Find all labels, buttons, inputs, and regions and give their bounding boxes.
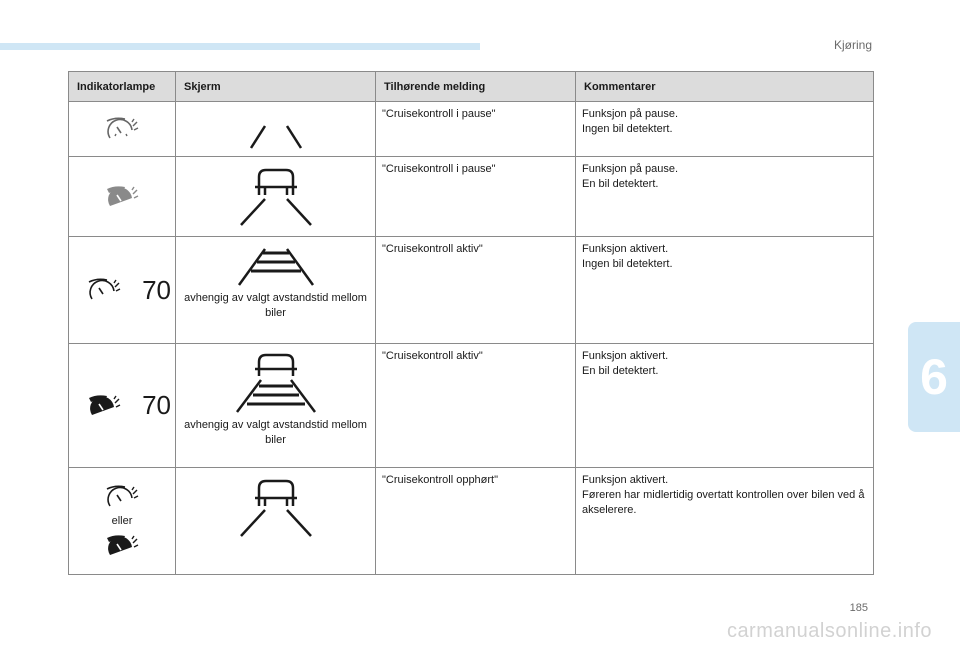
comment-line: En bil detektert.	[582, 365, 659, 377]
table-row	[69, 237, 874, 344]
distance-bars-graphic	[221, 245, 331, 287]
comment-line: Funksjon på pause.	[582, 108, 679, 120]
cruise-control-filled-icon	[105, 533, 139, 559]
message-cell: "Cruisekontroll opphørt"	[376, 468, 576, 575]
table-row	[69, 468, 874, 575]
cruise-control-filled-icon	[87, 393, 121, 419]
page-number: 185	[849, 602, 868, 614]
display-caption: avhengig av valgt avstandstid mellom biler	[184, 419, 367, 446]
display-cell	[176, 102, 376, 157]
column-header: Skjerm	[176, 72, 376, 102]
cruise-control-filled-grey-icon	[105, 184, 139, 210]
cruise-control-outline-icon	[87, 277, 121, 303]
display-cell	[176, 157, 376, 237]
lane-with-car-graphic	[221, 165, 331, 227]
indicator-cell	[69, 344, 176, 468]
comment-cell	[576, 468, 874, 575]
message-cell: "Cruisekontroll i pause"	[376, 102, 576, 157]
comment-cell	[576, 237, 874, 344]
table-row	[69, 157, 874, 237]
comment-line: Ingen bil detektert.	[582, 123, 673, 135]
comment-cell	[576, 102, 874, 157]
column-header: Kommentarer	[576, 72, 874, 102]
comment-line: Funksjon aktivert.	[582, 350, 669, 362]
section-title: Kjøring	[833, 38, 872, 52]
message-cell: "Cruisekontroll aktiv"	[376, 344, 576, 468]
table-row	[69, 344, 874, 468]
cruise-control-outline-icon	[105, 484, 139, 510]
speed-value: 70	[142, 390, 171, 420]
comment-line: Funksjon aktivert.	[582, 474, 669, 486]
message-cell: "Cruisekontroll aktiv"	[376, 237, 576, 344]
comment-cell	[576, 157, 874, 237]
comment-line: Ingen bil detektert.	[582, 258, 673, 270]
comment-cell	[576, 344, 874, 468]
lane-lines-graphic	[221, 110, 331, 150]
table-header-row	[69, 72, 874, 102]
table-row	[69, 102, 874, 157]
column-header: Tilhørende melding	[376, 72, 576, 102]
comment-line: Funksjon på pause.	[582, 163, 679, 175]
indicator-table	[68, 71, 874, 575]
message-cell: "Cruisekontroll i pause"	[376, 157, 576, 237]
comment-line: En bil detektert.	[582, 178, 659, 190]
display-cell	[176, 344, 376, 468]
display-cell	[176, 468, 376, 575]
cruise-control-outline-icon	[105, 116, 139, 142]
indicator-cell	[69, 237, 176, 344]
watermark: carmanualsonline.info	[726, 620, 932, 642]
comment-line: Føreren har midlertidig overtatt kontrollen over bilen ved å akselerere.	[582, 489, 865, 516]
or-label: eller	[111, 514, 133, 527]
comment-line: Funksjon aktivert.	[582, 243, 669, 255]
top-accent-bar	[0, 43, 480, 50]
indicator-cell	[69, 468, 176, 575]
display-caption: avhengig av valgt avstandstid mellom biler	[184, 292, 367, 319]
column-header: Indikatorlampe	[69, 72, 176, 102]
indicator-cell	[69, 157, 176, 237]
display-cell	[176, 237, 376, 344]
speed-value: 70	[142, 274, 171, 305]
lane-with-car-graphic	[221, 476, 331, 538]
car-distance-bars-graphic	[221, 352, 331, 414]
chapter-number: 6	[920, 349, 948, 405]
chapter-tab	[908, 322, 960, 432]
indicator-cell	[69, 102, 176, 157]
